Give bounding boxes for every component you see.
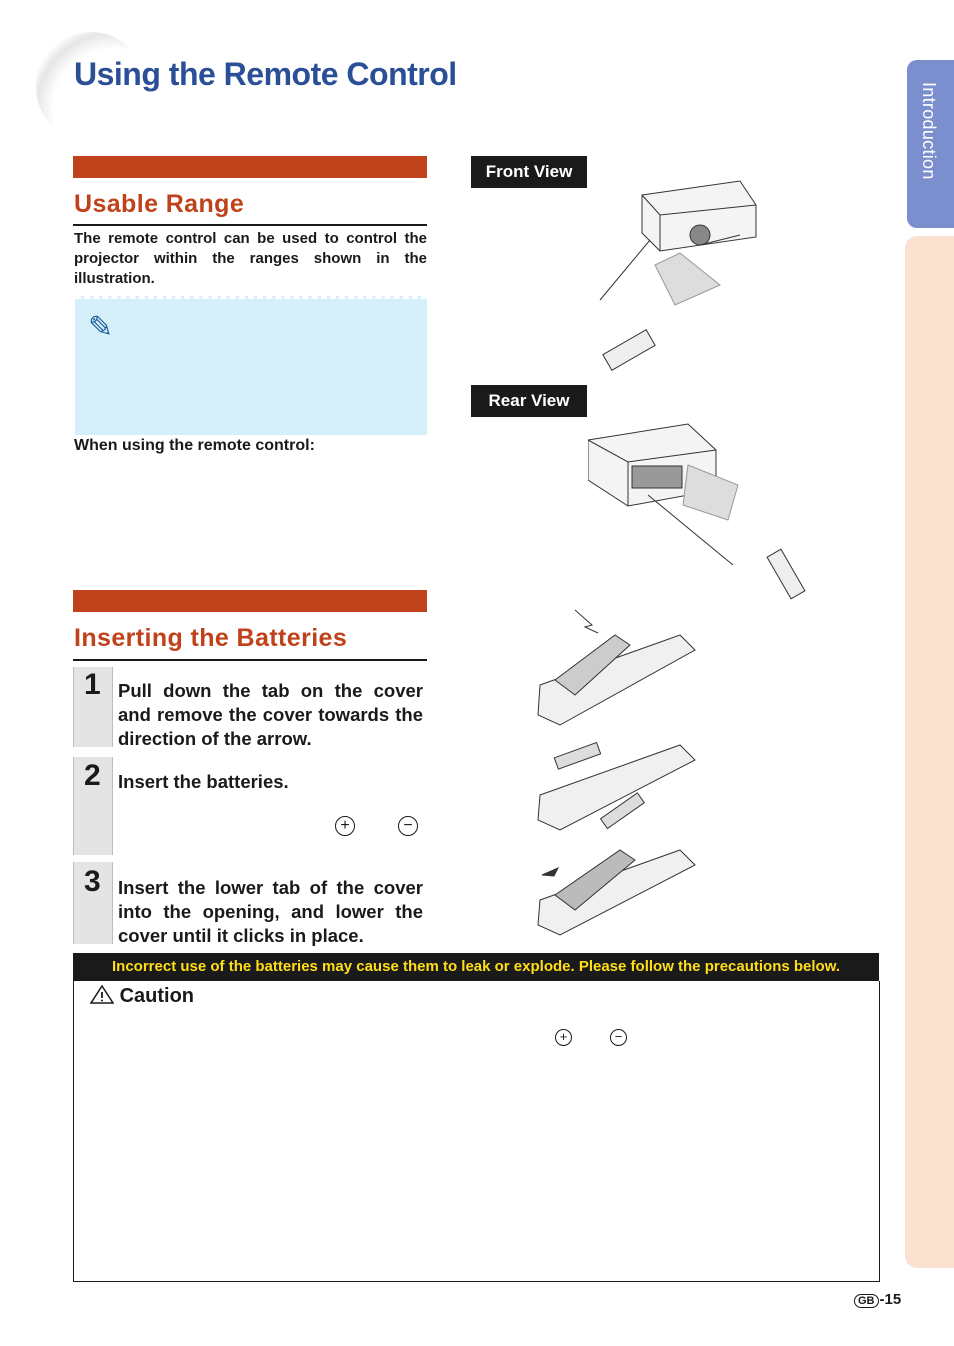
caution-minus-icon: − [610,1029,627,1046]
caution-banner: Incorrect use of the batteries may cause them to leak or explode. Please follow the precautions below. [73,953,879,981]
step-text-2: Insert the batteries. [118,771,289,792]
batteries-heading: Inserting the Batteries [74,624,348,652]
when-using-subheading: When using the remote control: [74,437,315,454]
insert-batteries-illustration [530,735,700,835]
plus-symbol-icon: + [335,816,355,836]
side-tab-label: Introduction [919,82,939,180]
note-box [75,296,427,435]
step-number-3: 3 [84,865,101,898]
section-rule [73,659,427,661]
caution-heading-label: Caution [119,985,194,1007]
page-number-suffix: -15 [879,1291,902,1308]
caution-box [73,981,880,1282]
step-text-1: Pull down the tab on the cover and remove the cover towards the direction of the arrow. [118,680,423,749]
warning-triangle-icon [90,984,114,1004]
rear-view-illustration [588,410,828,610]
section-bar-usable-range [73,156,427,178]
usable-range-body: The remote control can be used to control the projector within the ranges shown in the illustration. [74,230,427,287]
page-title: Using the Remote Control [74,56,457,92]
tab-introduction[interactable] [907,60,954,228]
section-bar-batteries [73,590,427,612]
replace-cover-illustration [530,840,700,940]
step-number-1: 1 [84,668,101,701]
front-view-label: Front View [471,156,587,188]
step-number-2: 2 [84,759,101,792]
caution-heading [90,984,194,1008]
page-number [854,1291,901,1308]
usable-range-heading: Usable Range [74,190,245,218]
minus-symbol-icon: − [398,816,418,836]
remove-cover-illustration [530,605,700,735]
caution-plus-icon: + [555,1029,572,1046]
rear-view-label: Rear View [471,385,587,417]
pencil-note-icon: ✎ [88,311,114,344]
side-strip [905,236,954,1268]
step-text-3: Insert the lower tab of the cover into the opening, and lower the cover until it clicks in place. [118,877,423,946]
section-rule [73,224,427,226]
front-view-illustration [590,175,770,375]
gb-badge: GB [854,1294,879,1308]
